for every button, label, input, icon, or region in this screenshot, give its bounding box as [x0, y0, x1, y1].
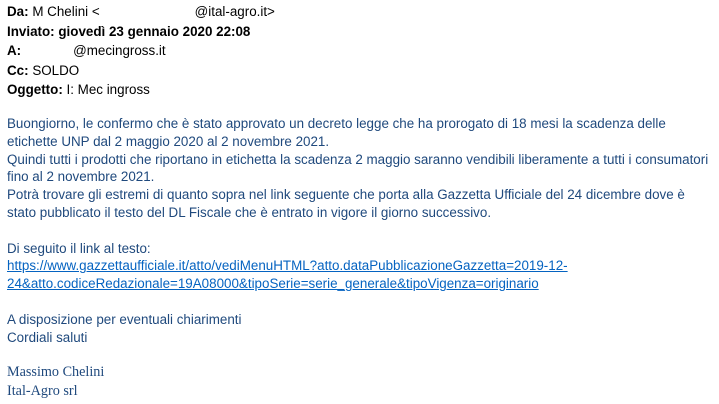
- signature-name: Massimo Chelini: [7, 364, 105, 381]
- from-value-end: @ital-agro.it>: [194, 4, 275, 19]
- sent-row: [7, 22, 719, 42]
- cc-label: Cc:: [7, 62, 29, 78]
- sent-label: Inviato:: [7, 23, 55, 39]
- gazzetta-link[interactable]: [7, 257, 715, 293]
- email-headers: [7, 2, 719, 100]
- email-body: [7, 115, 715, 346]
- subject-value: I: Mec ingross: [66, 82, 150, 98]
- to-label: A:: [7, 43, 22, 59]
- closing-line-1: A disposizione per eventuali chiarimenti: [7, 311, 242, 327]
- closing-line-2: Cordiali saluti: [7, 329, 88, 345]
- from-value-start: M Chelini <: [32, 4, 100, 19]
- body-paragraph-3: Potrà trovare gli estremi di quanto sopra nel link seguente che porta alla Gazzetta Ufficiale del 24 dicembre dove è stato pubblicato il testo del DL Fiscale che è entrato in vigore il giorno successivo.: [7, 187, 685, 220]
- body-paragraph-2: Quindi tutti i prodotti che riportano in etichetta la scadenza 2 maggio saranno vendibili liberamente a tutti i consumatori fino al 2 novembre 2021.: [7, 151, 709, 185]
- signature-company: Ital-Agro srl: [7, 382, 78, 399]
- cc-row: [7, 61, 719, 81]
- from-label: Da:: [7, 4, 29, 19]
- gazzetta-link-line-1[interactable]: https://www.gazzettaufficiale.it/atto/vediMenuHTML?atto.dataPubblicazioneGazzetta=2019-12-: [7, 258, 568, 274]
- subject-row: [7, 80, 719, 100]
- spacer: [7, 293, 715, 311]
- body-paragraph-1: Buongiorno, le confermo che è stato approvato un decreto legge che ha prorogato di 18 mesi la scadenza delle etichette UNP dal 2 maggio 2020 al 2 novembre 2021.: [7, 115, 666, 149]
- cc-value: SOLDO: [32, 62, 80, 78]
- to-row: [7, 41, 719, 61]
- gazzetta-link-line-2[interactable]: 24&atto.codiceRedazionale=19A08000&tipoSerie=serie_generale&tipoVigenza=originario: [7, 276, 539, 292]
- subject-label: Oggetto:: [7, 82, 63, 98]
- link-intro: Di seguito il link al testo:: [7, 240, 151, 256]
- signature: [7, 363, 719, 400]
- from-row: [7, 2, 719, 22]
- sent-value: giovedì 23 gennaio 2020 22:08: [58, 23, 251, 39]
- spacer: [7, 222, 715, 240]
- to-value: @mecingross.it: [73, 43, 166, 59]
